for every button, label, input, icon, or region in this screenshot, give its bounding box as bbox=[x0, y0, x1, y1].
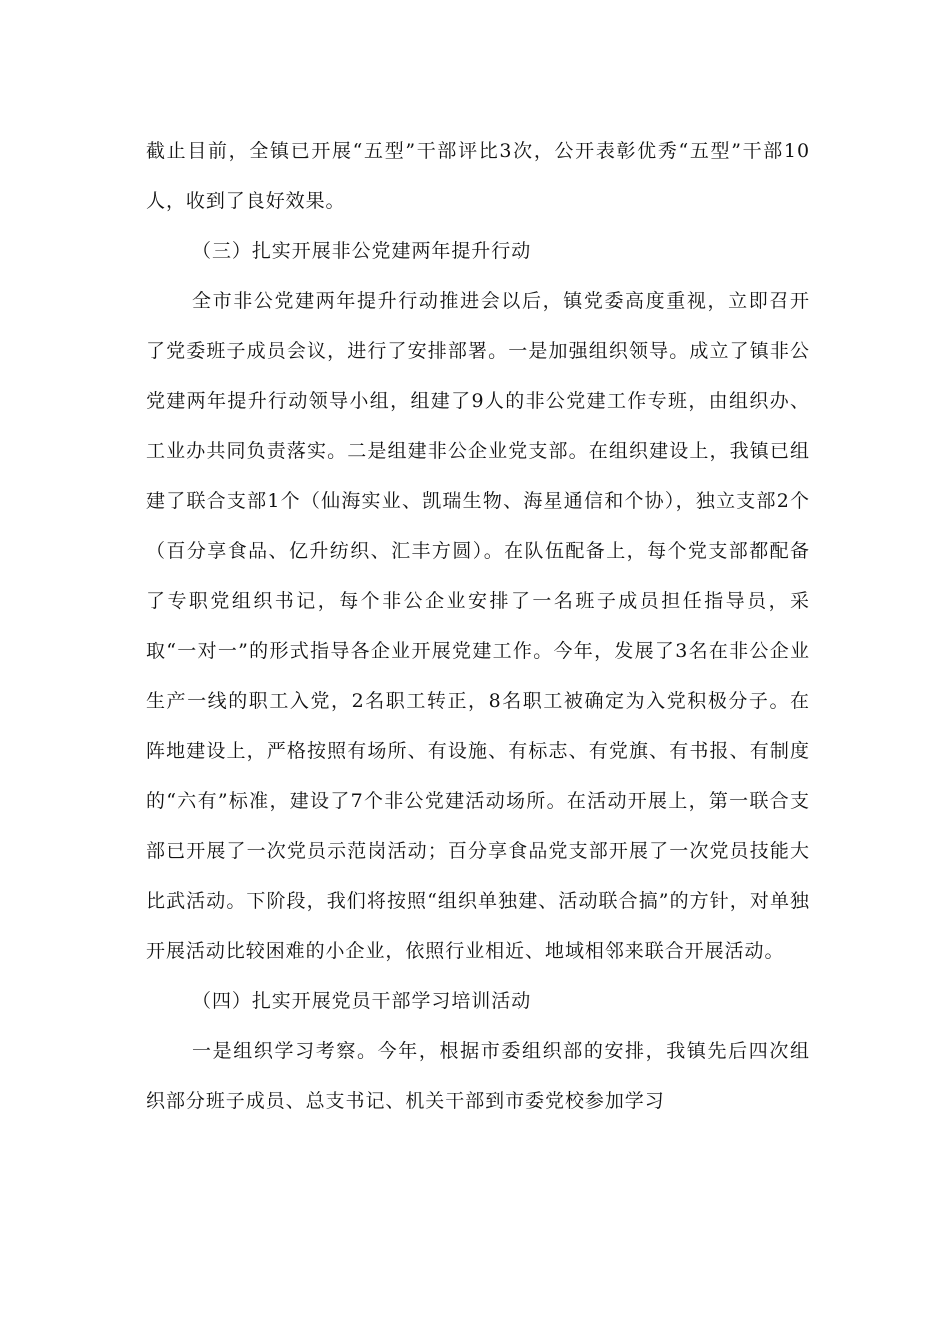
paragraph-continuation: 截止目前，全镇已开展“五型”干部评比3次，公开表彰优秀“五型”干部10人，收到了良好效果。 bbox=[146, 140, 810, 212]
paragraph-non-public-party-building: 全市非公党建两年提升行动推进会以后，镇党委高度重视，立即召开了党委班子成员会议，进行了安排部署。一是加强组织领导。成立了镇非公党建两年提升行动领导小组，组建了9人的非公党建工作专班，由组织办、工业办共同负责落实。二是组建非公企业党支部。在组织建设上，我镇已组建了联合支部1个（仙海实业、凯瑞生物、海星通信和个协），独立支部2个（百分享食品、亿升纺织、汇丰方圆）。在队伍配备上，每个党支部都配备了专职党组织书记，每个非公企业安排了一名班子成员担任指导员，采取“一对一”的形式指导各企业开展党建工作。今年，发展了3名在非公企业生产一线的职工入党，2名职工转正，8名职工被确定为入党积极分子。在阵地建设上，严格按照有场所、有设施、有标志、有党旗、有书报、有制度的“六有”标准，建设了7个非公党建活动场所。在活动开展上，第一联合支部已开展了一次党员示范岗活动；百分享食品党支部开展了一次党员技能大比武活动。下阶段，我们将按照“组织单独建、活动联合搞”的方针，对单独开展活动比较困难的小企业，依照行业相近、地域相邻来联合开展活动。 bbox=[146, 290, 810, 962]
document-body bbox=[146, 126, 810, 1126]
paragraph-study-training: 一是组织学习考察。今年，根据市委组织部的安排，我镇先后四次组织部分班子成员、总支书记、机关干部到市委党校参加学习 bbox=[146, 1040, 810, 1112]
section-heading-4: （四）扎实开展党员干部学习培训活动 bbox=[192, 990, 532, 1012]
section-heading-3: （三）扎实开展非公党建两年提升行动 bbox=[192, 240, 532, 262]
